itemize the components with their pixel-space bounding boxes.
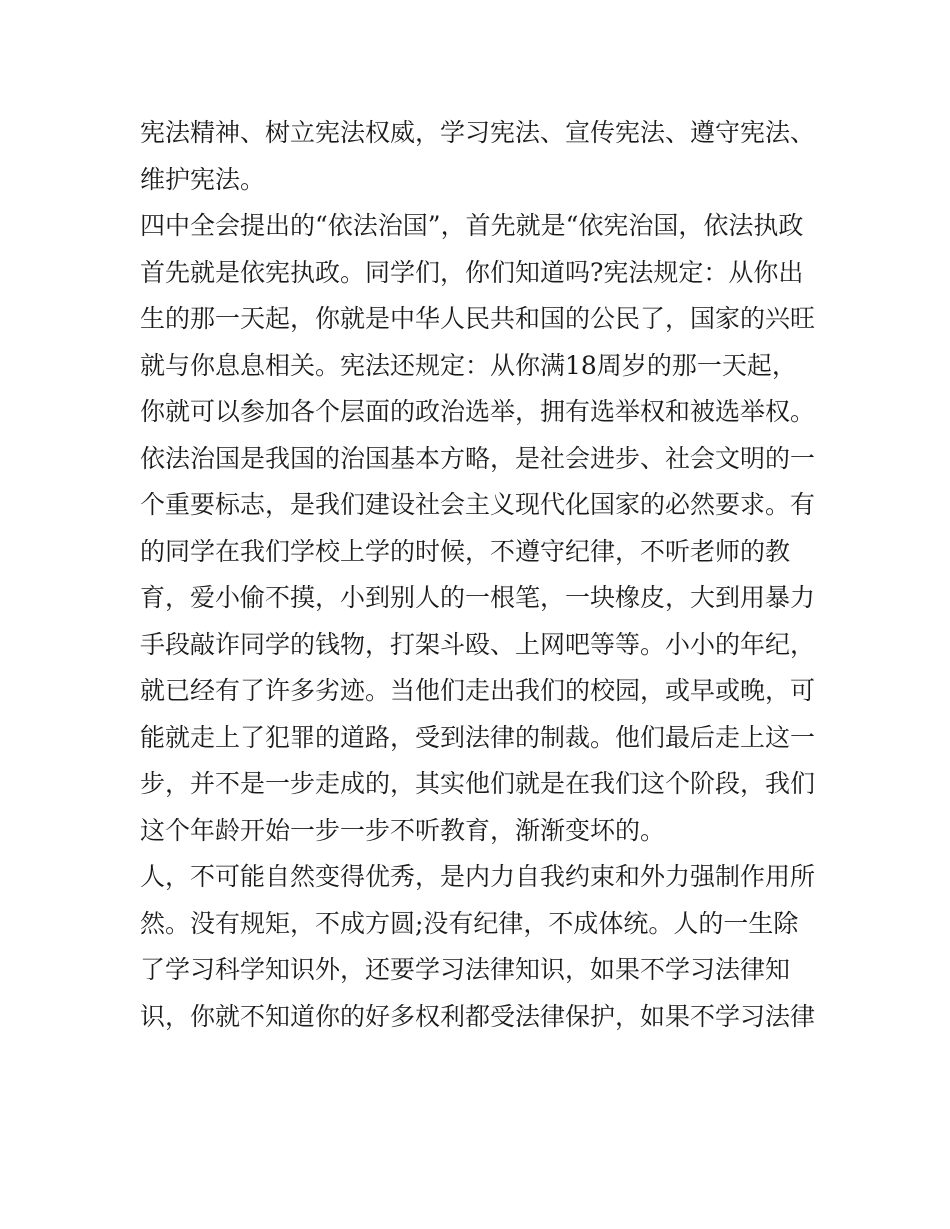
text-line: 宪法精神、树立宪法权威，学习宪法、宣传宪法、遵守宪法、 bbox=[140, 118, 816, 147]
text-line: 个重要标志，是我们建设社会主义现代化国家的必然要求。有 bbox=[140, 490, 816, 519]
text-line: 了学习科学知识外，还要学习法律知识，如果不学习法律知 bbox=[140, 955, 791, 984]
text-line: 就与你息息相关。宪法还规定：从你满18周岁的那一天起， bbox=[140, 350, 797, 380]
text-line: 识，你就不知道你的好多权利都受法律保护，如果不学习法律 bbox=[140, 1001, 816, 1031]
text-line: 的同学在我们学校上学的时候，不遵守纪律，不听老师的教 bbox=[140, 536, 791, 566]
text-line: 首先就是依宪执政。同学们，你们知道吗?宪法规定：从你出 bbox=[140, 257, 804, 287]
text-line: 生的那一天起，你就是中华人民共和国的公民了，国家的兴旺 bbox=[140, 304, 816, 333]
text-line: 步，并不是一步走成的，其实他们就是在我们这个阶段，我们 bbox=[140, 769, 816, 798]
text-line: 维护宪法。 bbox=[140, 164, 266, 194]
text-line: 这个年龄开始一步一步不听教育，渐渐变坏的。 bbox=[140, 815, 666, 845]
text-line: 人，不可能自然变得优秀，是内力自我约束和外力强制作用所 bbox=[140, 862, 816, 891]
text-line: 四中全会提出的“依法治国”，首先就是“依宪治国，依法执政 bbox=[140, 211, 804, 240]
text-line: 就已经有了许多劣迹。当他们走出我们的校园，或早或晚，可 bbox=[140, 676, 816, 705]
text-line: 依法治国是我国的治国基本方略，是社会进步、社会文明的一 bbox=[140, 443, 816, 473]
body-text bbox=[140, 110, 820, 1040]
text-line: 手段敲诈同学的钱物，打架斗殴、上网吧等等。小小的年纪， bbox=[140, 629, 816, 659]
text-line: 育，爱小偷不摸，小到别人的一根笔，一块橡皮，大到用暴力 bbox=[140, 583, 816, 612]
text-line: 然。没有规矩，不成方圆;没有纪律，不成体统。人的一生除 bbox=[140, 908, 799, 938]
text-line: 你就可以参加各个层面的政治选举，拥有选举权和被选举权。 bbox=[140, 397, 816, 426]
text-line: 能就走上了犯罪的道路，受到法律的制裁。他们最后走上这一 bbox=[140, 722, 816, 752]
